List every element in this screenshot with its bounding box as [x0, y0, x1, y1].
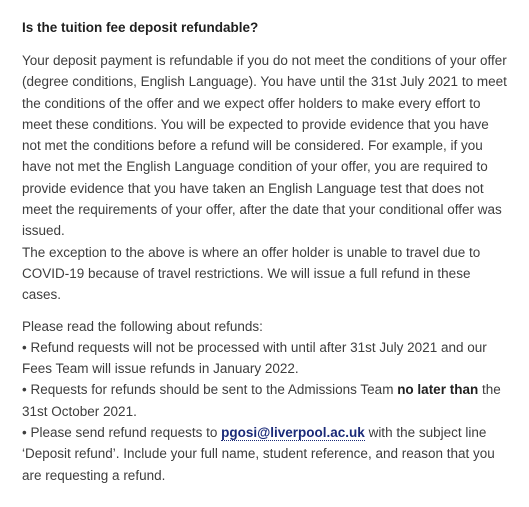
- bullet-suffix: with the subject line ‘Deposit refund’. Include your full name, student reference, and reason that you are requesting a refund.: [22, 425, 495, 483]
- list-item: [22, 379, 511, 422]
- list-item: [22, 337, 511, 380]
- deadline-emphasis: no later than: [397, 382, 479, 398]
- refund-bullets: [22, 337, 511, 486]
- bullet-suffix: the 31st October 2021.: [22, 382, 501, 419]
- answer-paragraph-2: The exception to the above is where an offer holder is unable to travel due to COVID-19 because of travel restrictions. We will issue a full refund in these cases.: [22, 244, 481, 303]
- refunds-intro: Please read the following about refunds:: [22, 318, 263, 334]
- bullet-prefix: • Requests for refunds should be sent to the Admissions Team: [22, 382, 398, 398]
- bullet-text: • Refund requests will not be processed with until after 31st July 2021 and our Fees Team will issue refunds in January 2022.: [22, 339, 487, 377]
- bullet-prefix: • Please send refund requests to: [22, 425, 222, 441]
- email-link[interactable]: pgosi@liverpool.ac.uk: [221, 425, 365, 441]
- faq-question: Is the tuition fee deposit refundable?: [22, 20, 259, 35]
- list-item: [22, 422, 511, 486]
- answer-paragraph-1: Your deposit payment is refundable if you do not meet the conditions of your offer (degree conditions, English Language). You have until the 31st July 2021 to meet the conditions of the offer and we expect offer holders to make every effort to meet these conditions. You will be expected to provide evidence that you have not met the conditions before a refund will be considered. For example, if you have not met the English Language condition of your offer, you are required to provide evidence that you have taken an English Language test that does not meet the requirements of your offer, after the date that your conditional offer was issued.: [22, 53, 507, 239]
